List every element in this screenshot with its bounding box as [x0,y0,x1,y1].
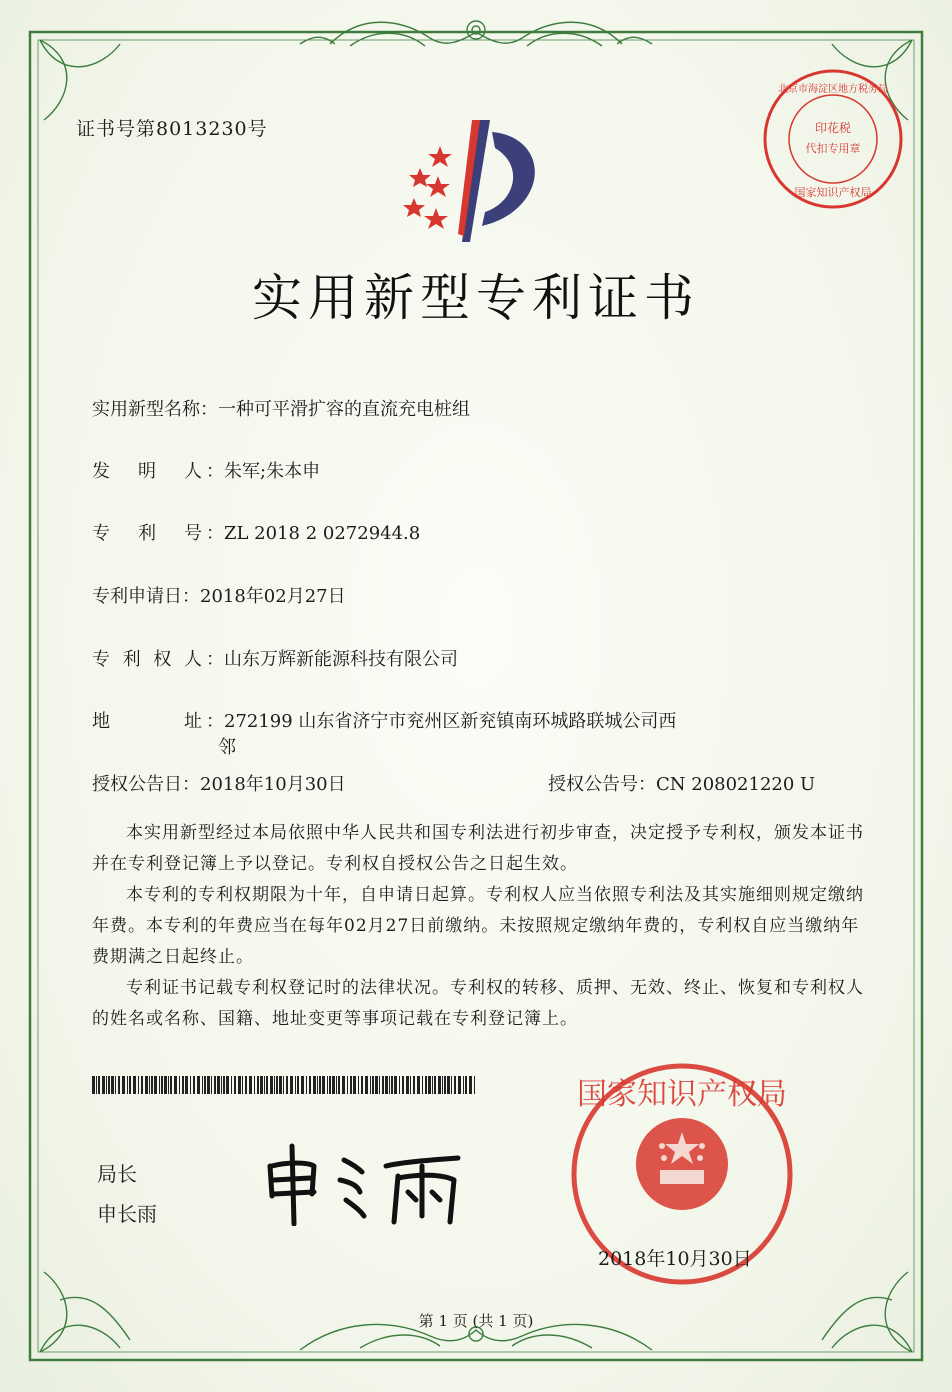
barcode-bar [145,1076,148,1094]
barcode-bar [182,1076,184,1094]
field-patent-number: 专 利 号 ：ZL 2018 2 0272944.8 [92,521,420,547]
field-value: CN 208021220 U [656,774,816,795]
barcode-bar [151,1076,153,1094]
barcode-bar [106,1076,107,1094]
barcode-bar [260,1076,263,1094]
barcode-bar [332,1076,335,1094]
barcode-bar [242,1076,243,1094]
field-label: 发 明 人 [92,461,202,482]
barcode-bar [442,1076,443,1094]
barcode-bar [245,1076,247,1094]
barcode-bar [197,1076,200,1094]
barcode-bar [458,1076,461,1094]
barcode-bar [98,1076,100,1094]
barcode-bar [168,1076,169,1094]
barcode-bar [102,1076,105,1094]
barcode-bar [249,1076,252,1094]
field-value: 272199 山东省济宁市兖州区新兖镇南环城路联城公司西 [224,711,677,732]
barcode-bar [338,1076,340,1094]
field-utility-model-name [92,397,470,423]
barcode-bar [329,1076,331,1094]
barcode-bar [231,1076,232,1094]
barcode-bar [257,1076,259,1094]
barcode-bar [372,1076,374,1094]
barcode-bar [375,1076,378,1094]
barcode-bar [161,1076,163,1094]
field-value: 2018年10月30日 [200,774,346,795]
barcode-bar [174,1076,177,1094]
handwritten-signature [262,1136,472,1226]
barcode-bar [234,1076,236,1094]
field-label: 专 利 权 人 [92,649,202,670]
barcode-bar [238,1076,241,1094]
barcode-bar [358,1076,359,1094]
barcode-bar [389,1076,390,1094]
field-value: ZL 2018 2 0272944.8 [224,523,421,544]
barcode-bar [96,1076,97,1094]
patent-office-logo [400,116,550,246]
barcode-bar [154,1076,157,1094]
certificate-number: 证书号第8013230号 [76,118,268,140]
barcode-bar [159,1076,160,1094]
barcode-bar [379,1076,380,1094]
barcode-bar [365,1076,368,1094]
field-inventor: 发 明 人 ：朱军;朱本申 [92,459,320,485]
barcode-bar [141,1076,143,1094]
barcode-bar [454,1076,456,1094]
barcode-bar [92,1076,95,1094]
barcode-bar [122,1076,125,1094]
barcode-bar [164,1076,167,1094]
barcode-bar [353,1076,356,1094]
barcode-bar [111,1076,114,1094]
barcode-bar [425,1076,427,1094]
field-label: 授权公告号： [548,774,656,795]
barcode-bar [202,1076,203,1094]
barcode-bar [207,1076,210,1094]
barcode-bar [451,1076,452,1094]
barcode-bar [290,1076,293,1094]
field-label: 实用新型名称： [92,399,218,420]
seal-small-center-1: 印花税 [814,121,852,135]
barcode-bar [342,1076,345,1094]
barcode-bar [179,1076,180,1094]
field-grant-number [548,772,815,798]
barcode-bar [434,1076,436,1094]
barcode-bar [410,1076,411,1094]
barcode-bar [402,1076,404,1094]
barcode-bar [223,1076,225,1094]
barcode-bar [204,1076,206,1094]
barcode-bar [211,1076,212,1094]
director-title: 局长 [97,1162,137,1186]
barcode-bar [115,1076,116,1094]
barcode-bar [286,1076,288,1094]
body-paragraph-3: 专利证书记载专利权登记时的法律状况。专利权的转移、质押、无效、终止、恢复和专利权人的姓名或名称、国籍、地址变更等事项记载在专利登记簿上。 [92,978,864,1029]
barcode-bar [444,1076,446,1094]
barcode-bar [406,1076,409,1094]
field-address: 地 址 ：272199 山东省济宁市兖州区新兖镇南环城路联城公司西 [92,709,676,735]
barcode-bar [266,1076,268,1094]
barcode-bar [327,1076,328,1094]
barcode-bar [133,1076,136,1094]
barcode-bar [428,1076,431,1094]
barcode-bar [193,1076,195,1094]
body-paragraph-1: 本实用新型经过本局依照中华人民共和国专利法进行初步审查，决定授予专利权，颁发本证书并在专利登记簿上予以登记。专利权自授权公告之日起生效。 [92,823,864,874]
barcode-bar [217,1076,220,1094]
barcode-bar [190,1076,191,1094]
barcode-bar [317,1076,318,1094]
barcode-bar [370,1076,371,1094]
barcode-bar [417,1076,420,1094]
field-label: 授权公告日： [92,774,200,795]
barcode-bar [385,1076,388,1094]
barcode-bar [283,1076,284,1094]
barcode-bar [254,1076,255,1094]
barcode-bar [138,1076,139,1094]
barcode-bar [469,1076,472,1094]
barcode-bar [129,1076,131,1094]
seal-small-ring: 北京市海淀区地方税务局 [778,84,888,95]
field-label: 专利申请日： [92,586,200,607]
stamp-duty-seal [760,66,906,212]
barcode-bar [350,1076,352,1094]
barcode-bar [170,1076,172,1094]
barcode-bar [226,1076,229,1094]
barcode-bar [279,1076,282,1094]
field-value: 2018年02月27日 [200,586,346,607]
barcode-bar [118,1076,120,1094]
page-number: 第 1 页 (共 1 页) [418,1312,534,1330]
barcode-bar [295,1076,296,1094]
field-address-line2: 邻 [218,737,236,758]
barcode-bar [264,1076,265,1094]
barcode-bar [313,1076,316,1094]
field-value: 山东万辉新能源科技有限公司 [224,649,458,670]
barcode-bar [336,1076,337,1094]
barcode-bar [463,1076,464,1094]
barcode-bar [319,1076,321,1094]
seal-small-center-2: 代扣专用章 [805,142,861,155]
field-patentee: 专 利 权 人 ：山东万辉新能源科技有限公司 [92,647,458,673]
seal-date: 2018年10月30日 [598,1248,752,1270]
barcode-bar [432,1076,433,1094]
field-label: 专 利 号 [92,523,202,544]
barcode-bar [382,1076,384,1094]
barcode-bar [438,1076,441,1094]
field-label: 地 址 [92,711,202,732]
barcode-bar [413,1076,415,1094]
body-paragraph-2: 本专利的专利权期限为十年，自申请日起算。专利权人应当依照专利法及其实施细则规定缴纳年费。本专利的年费应当在每年02月27日前缴纳。未按照规定缴纳年费的，专利权自应当缴纳年费期满之日起终止。 [92,885,864,967]
barcode-bar [447,1076,450,1094]
barcode-bar [306,1076,307,1094]
field-value: 朱军;朱本申 [224,461,321,482]
barcode-bar [361,1076,363,1094]
barcode-bar [108,1076,110,1094]
seal-ring-text: 国家知识产权局 [577,1077,787,1112]
barcode-bar [465,1076,467,1094]
seal-small-bottom: 国家知识产权局 [794,186,872,199]
barcode-bar [276,1076,278,1094]
barcode [92,1076,478,1094]
barcode-bar [214,1076,216,1094]
barcode-bar [274,1076,275,1094]
barcode-bar [301,1076,304,1094]
barcode-bar [149,1076,150,1094]
director-name: 申长雨 [97,1202,157,1226]
certificate-title: 实用新型专利证书 [252,269,700,327]
barcode-bar [399,1076,400,1094]
barcode-bar [309,1076,311,1094]
field-grant-date [92,772,346,798]
barcode-bar [474,1076,475,1094]
barcode-bar [422,1076,423,1094]
barcode-bar [394,1076,397,1094]
barcode-bar [270,1076,273,1094]
barcode-bar [185,1076,188,1094]
field-value: 一种可平滑扩容的直流充电桩组 [218,399,470,420]
field-filing-date [92,584,346,610]
barcode-bar [297,1076,299,1094]
barcode-bar [347,1076,348,1094]
barcode-bar [391,1076,393,1094]
barcode-bar [322,1076,325,1094]
barcode-bar [127,1076,128,1094]
barcode-bar [221,1076,222,1094]
